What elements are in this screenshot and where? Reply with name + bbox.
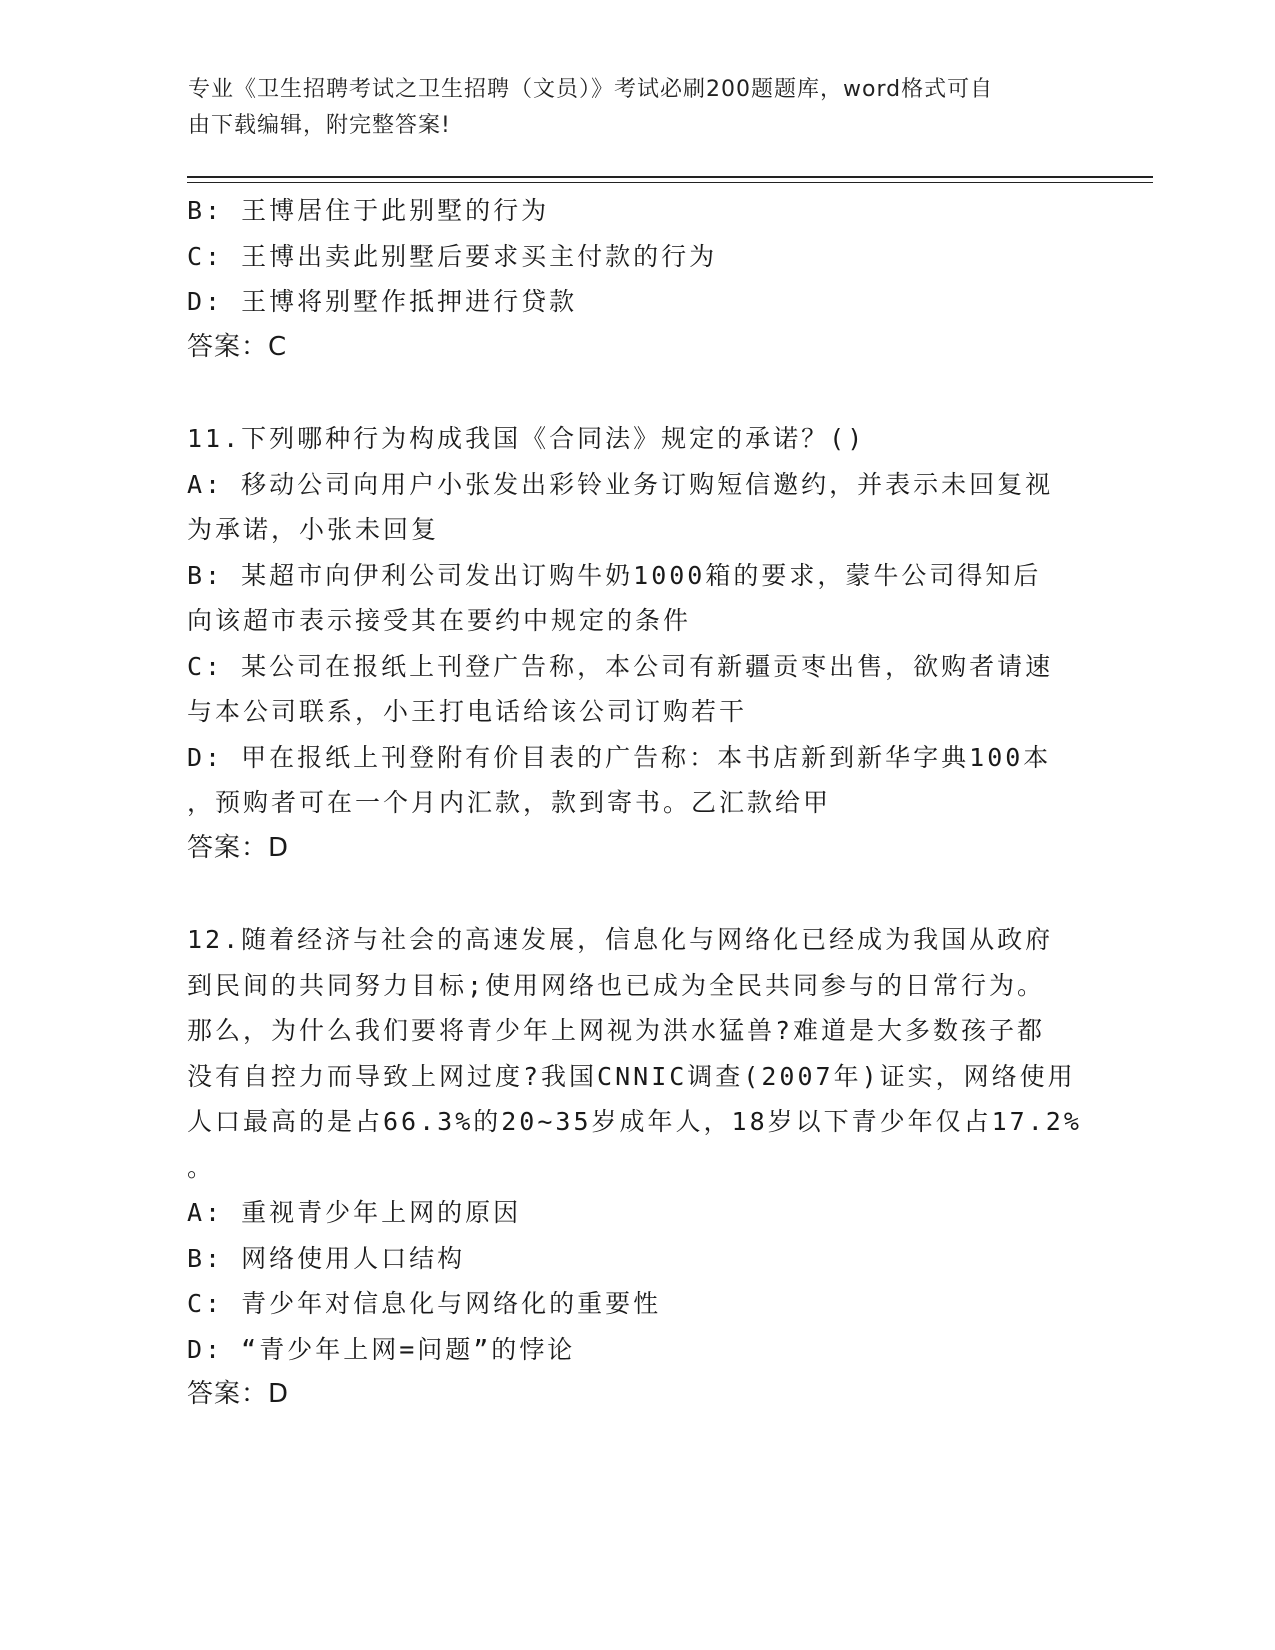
option-c: C: 某公司在报纸上刊登广告称，本公司有新疆贡枣出售，欲购者请速 <box>187 651 1054 681</box>
question-stem-continued: 人口最高的是占66.3%的20~35岁成年人，18岁以下青少年仅占17.2% <box>187 1107 1082 1136</box>
option-d-continued: ，预购者可在一个月内汇款，款到寄书。乙汇款给甲 <box>187 788 832 817</box>
option-a: A: 重视青少年上网的原因 <box>187 1198 522 1227</box>
question-11-block <box>187 416 1087 871</box>
previous-question-block <box>187 188 1087 370</box>
option-b: B: 王博居住于此别墅的行为 <box>187 196 550 225</box>
document-header <box>188 72 1068 144</box>
option-b: B: 某超市向伊利公司发出订购牛奶1000箱的要求，蒙牛公司得知后 <box>187 560 1042 590</box>
question-stem-continued: 那么，为什么我们要将青少年上网视为洪水猛兽?难道是大多数孩子都 <box>187 1016 1046 1045</box>
answer-label: 答案：C <box>187 331 288 362</box>
header-line-2: 由下载编辑，附完整答案! <box>188 113 451 138</box>
header-divider-thin <box>187 182 1153 183</box>
question-stem-continued: 。 <box>187 1152 216 1182</box>
question-content <box>187 188 1087 1418</box>
answer-label: 答案：D <box>187 1379 290 1409</box>
option-d: D: 王博将别墅作抵押进行贷款 <box>187 287 578 316</box>
option-a: A: 移动公司向用户小张发出彩铃业务订购短信邀约，并表示未回复视 <box>187 469 1054 499</box>
option-d: D: “青少年上网=问题”的悖论 <box>187 1334 576 1364</box>
header-divider-thick <box>187 176 1153 178</box>
answer-label: 答案：D <box>187 832 290 863</box>
question-stem: 12.随着经济与社会的高速发展，信息化与网络化已经成为我国从政府 <box>187 925 1054 954</box>
option-b: B: 网络使用人口结构 <box>187 1243 466 1273</box>
spacer <box>187 871 1087 917</box>
spacer <box>187 370 1087 416</box>
question-stem-continued: 没有自控力而导致上网过度?我国CNNIC调查(2007年)证实，网络使用 <box>187 1061 1076 1091</box>
question-stem-continued: 到民间的共同努力目标;使用网络也已成为全民共同参与的日常行为。 <box>187 970 1046 1000</box>
option-c: C: 王博出卖此别墅后要求买主付款的行为 <box>187 241 718 271</box>
header-line-1: 专业《卫生招聘考试之卫生招聘（文员）》考试必刷200题题库，word格式可自 <box>188 77 994 102</box>
question-12-block <box>187 917 1087 1418</box>
question-stem: 11.下列哪种行为构成我国《合同法》规定的承诺？() <box>187 424 866 453</box>
option-a-continued: 为承诺，小张未回复 <box>187 515 440 544</box>
option-d: D: 甲在报纸上刊登附有价目表的广告称：本书店新到新华字典100本 <box>187 742 1052 772</box>
option-c: C: 青少年对信息化与网络化的重要性 <box>187 1289 662 1318</box>
option-b-continued: 向该超市表示接受其在要约中规定的条件 <box>187 606 692 635</box>
option-c-continued: 与本公司联系，小王打电话给该公司订购若干 <box>187 697 748 726</box>
